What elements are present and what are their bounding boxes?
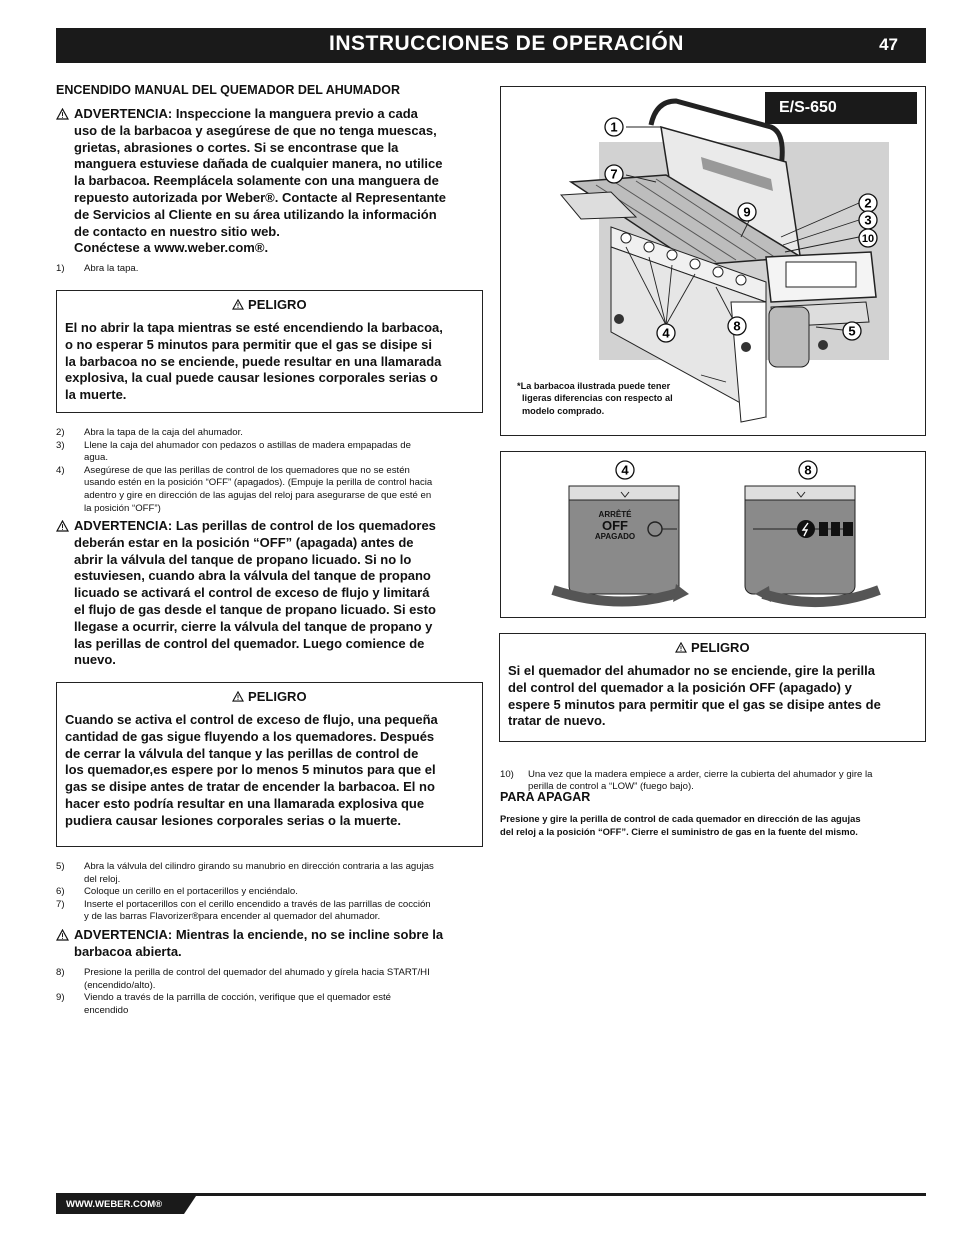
- footer-tab: [56, 1196, 196, 1214]
- callout-7: [604, 164, 624, 189]
- callout-circle-icon: [727, 316, 747, 336]
- svg-text:3: 3: [864, 212, 872, 228]
- danger-box-flow: PELIGRO Cuando se activa el control de exceso de flujo, una pequeña cantidad de gas sigue fluyendo a los quemadores. Después de cerrar la válvula del tanque y las perillas de control de los quemador,es espere por lo menos 5 minutos para que el gas se disipe antes de tratar de encender la barbacoa. El no hacer esto podría resultar en una llamarada explosiva que pudiera causar lesiones corporales serias o la muerte.: [56, 682, 483, 847]
- knob-illustration: [500, 451, 926, 618]
- section-title: ENCENDIDO MANUAL DEL QUEMADOR DEL AHUMADOR: [56, 83, 400, 97]
- warning-hose: ADVERTENCIA: Inspeccione la manguera previo a cada uso de la barbacoa y asegúrese de que no tenga muescas, grietas, abrasiones o cortes. Si se encontrase que la manguera estuviese dañada de cualquier manera, no utilice la barbacoa. Reemplácela solamente con una manguera de repuesto autorizada por Weber®. Contacte al Representante de Servicios al Cliente en su área utilizando la información de contacto en nuestro sitio web. Conéctese a www.weber.com®.: [56, 106, 486, 257]
- callout-circle-icon: [737, 202, 757, 222]
- list-item: 2) Abra la tapa de la caja del ahumador.: [56, 427, 243, 438]
- callout-9: [737, 202, 757, 227]
- header-banner: [56, 28, 926, 63]
- callout-circle-icon: [615, 460, 635, 480]
- danger-box-lid: PELIGRO El no abrir la tapa mientras se esté encendiendo la barbacoa, o no esperar 5 minutos para permitir que el gas se disipe si la barbacoa no se enciende, puede resultar en una llamarada explosiva, la cual puede causar lesiones corporales serias o la muerte.: [56, 290, 483, 413]
- page-number: 47: [879, 35, 898, 54]
- steps-5-7: [56, 861, 486, 924]
- list-item: 6) Coloque un cerillo en el portacerillos y enciéndalo.: [56, 886, 298, 898]
- steps-2-4: [56, 427, 486, 515]
- warning-triangle-icon: [675, 642, 687, 653]
- warning-triangle-icon: [56, 520, 69, 532]
- svg-text:1: 1: [610, 119, 618, 135]
- callout-circle-icon: [858, 228, 878, 248]
- callout-5: [842, 321, 862, 346]
- svg-text:5: 5: [848, 323, 856, 339]
- list-item: 8) Presione la perilla de control del quemador del ahumado y gírela hacia START/HI (encendido/alto).: [56, 967, 430, 991]
- callout-circle-icon: [798, 460, 818, 480]
- callout-knob-4: [615, 460, 635, 485]
- warning-lean: ADVERTENCIA: Mientras la enciende, no se incline sobre la barbacoa abierta.: [56, 927, 486, 961]
- svg-text:7: 7: [610, 166, 618, 182]
- off-title: PARA APAGAR: [500, 790, 591, 804]
- grill-note: *La barbacoa ilustrada puede tener ligeras diferencias con respecto al modelo comprado.: [517, 381, 673, 416]
- danger-heading: PELIGRO: [508, 640, 917, 655]
- step-1: 1) Abra la tapa.: [56, 263, 139, 274]
- svg-text:2: 2: [864, 195, 872, 211]
- danger-heading: PELIGRO: [65, 689, 474, 704]
- svg-text:9: 9: [743, 204, 751, 220]
- svg-text:10: 10: [861, 233, 875, 245]
- warning-triangle-icon: [232, 691, 244, 702]
- grill-illustration: [500, 86, 926, 436]
- callout-10: [858, 228, 878, 253]
- svg-text:8: 8: [804, 462, 812, 478]
- knob-drawing: [501, 452, 925, 617]
- callout-4: [656, 323, 676, 348]
- footer-url[interactable]: WWW.WEBER.COM®: [66, 1199, 163, 1210]
- callout-8: [727, 316, 747, 341]
- svg-text:4: 4: [662, 325, 670, 341]
- svg-text:8: 8: [733, 318, 741, 334]
- warning-triangle-icon: [56, 929, 69, 941]
- warning-triangle-icon: [232, 299, 244, 310]
- knob-off-label: ARRÊTÉ OFF APAGADO: [594, 510, 636, 541]
- list-item: 9) Viendo a través de la parrilla de cocción, verifique que el quemador esté encendido: [56, 992, 392, 1016]
- list-item: 3) Llene la caja del ahumador con pedazos o astillas de madera empapadas de agua.: [56, 439, 411, 464]
- danger-box-smoker: PELIGRO Si el quemador del ahumador no se enciende, gire la perilla del control del quemador a la posición OFF (apagado) y espere 5 minutos para permitir que el gas se disipe antes de tratar de nuevo.: [499, 633, 926, 742]
- warning-triangle-icon: [56, 108, 69, 120]
- callout-circle-icon: [656, 323, 676, 343]
- callout-circle-icon: [858, 210, 878, 230]
- off-text: Presione y gire la perilla de control de cada quemador en dirección de las agujas del reloj a la posición “OFF”. Cierre el suministro de gas en la fuente del mismo.: [500, 813, 861, 837]
- steps-8-9: [56, 967, 486, 1017]
- callout-1: [604, 117, 624, 142]
- list-item: 4) Asegúrese de que las perillas de control de los quemadores que no se estén usando estén en la posición “OFF” (apagados). (Empuje la perilla de control hacia adentro y gire en dirección de las agujas del reloj para asegurarse de que esté en la posición “OFF”): [56, 464, 433, 514]
- model-label: E/S-650: [765, 92, 917, 124]
- danger-heading: PELIGRO: [65, 297, 474, 312]
- list-item: 7) Inserte el portacerillos con el cerillo encendido a través de las parrillas de cocción y de las barras Flavorizer®para encender al quemador del ahumador.: [56, 898, 431, 923]
- callout-circle-icon: [604, 117, 624, 137]
- callout-circle-icon: [604, 164, 624, 184]
- callout-knob-8: [798, 460, 818, 485]
- warning-knobs: ADVERTENCIA: Las perillas de control de los quemadores deberán estar en la posición “OFF” (apagada) antes de abrir la válvula del tanque de propano licuado. Si no lo estuviesen, cuando abra la válvula del tanque de propano licuado se activará el control de exceso de flujo y limitará el flujo de gas desde el tanque de propano licuado. Si esto llegase a ocurrir, cierre la válvula del tanque de propano y las perillas de control del quemador. Luego comience de nuevo.: [56, 518, 486, 669]
- list-item: 5) Abra la válvula del cilindro girando su manubrio en dirección contraria a las agujas del reloj.: [56, 861, 434, 885]
- callout-circle-icon: [842, 321, 862, 341]
- svg-text:4: 4: [621, 462, 629, 478]
- step-10: 10) Una vez que la madera empiece a arder, cierre la cubierta del ahumador y gire la perilla de control a “LOW” (fuego bajo).: [500, 768, 873, 793]
- page-title: INSTRUCCIONES DE OPERACIÓN: [329, 32, 684, 55]
